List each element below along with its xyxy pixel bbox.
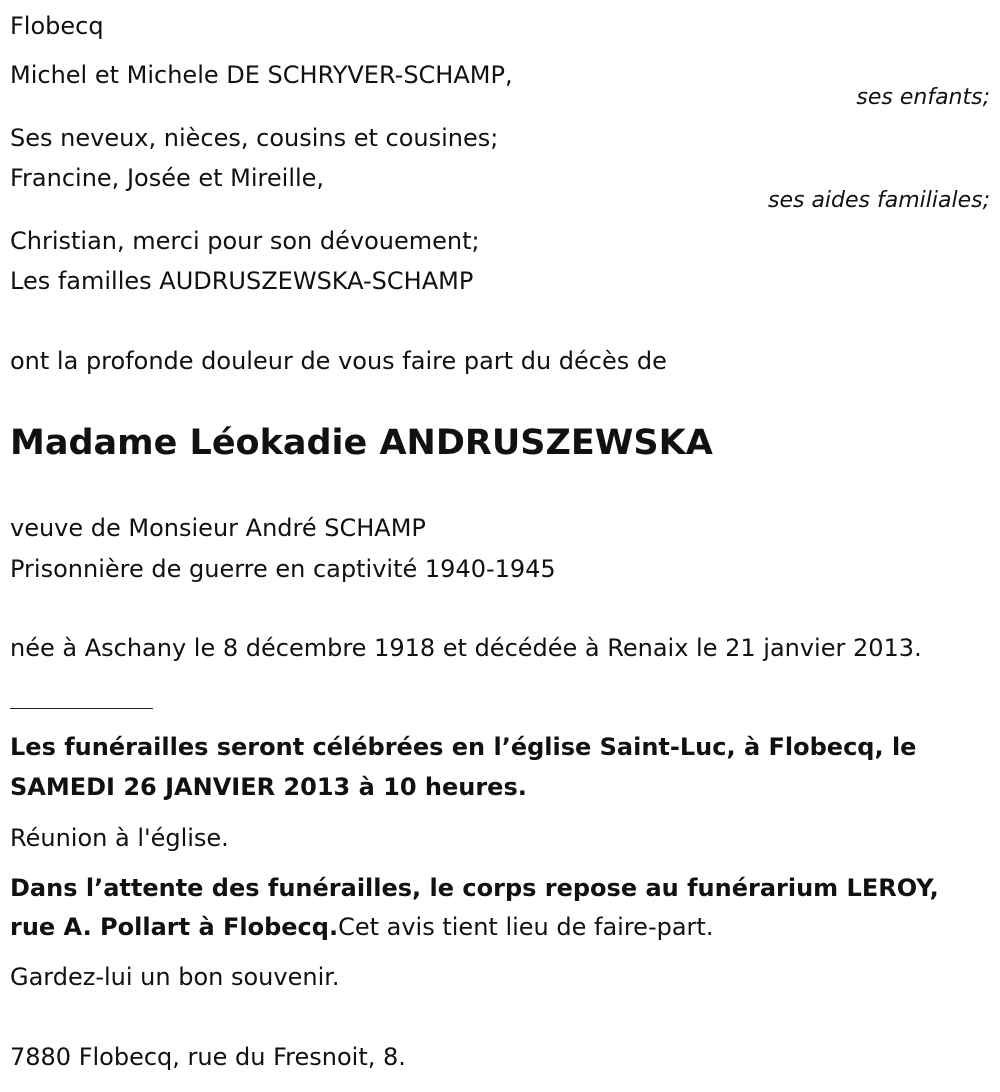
birth-death-line: née à Aschany le 8 décembre 1918 et décédée à Renaix le 21 janvier 2013. bbox=[10, 634, 922, 662]
relatives-line: Ses neveux, nièces, cousins et cousines; bbox=[10, 124, 499, 152]
helpers-role: ses aides familiales; bbox=[768, 188, 990, 213]
funeral-line-1: Les funérailles seront célébrées en l’église Saint-Luc, à Flobecq, le bbox=[10, 733, 917, 761]
meeting-line: Réunion à l'église. bbox=[10, 824, 229, 852]
deceased-name: Madame Léokadie ANDRUSZEWSKA bbox=[10, 423, 713, 463]
wake-line-1: Dans l’attente des funérailles, le corps repose au funérarium LEROY, bbox=[10, 874, 939, 902]
place-heading: Flobecq bbox=[10, 12, 104, 40]
helpers-names: Francine, Josée et Mireille, bbox=[10, 164, 325, 192]
families-line: Les familles AUDRUSZEWSKA-SCHAMP bbox=[10, 267, 474, 295]
remember-line: Gardez-lui un bon souvenir. bbox=[10, 963, 340, 991]
widow-of-line: veuve de Monsieur André SCHAMP bbox=[10, 514, 426, 542]
notice-disclaimer: Cet avis tient lieu de faire-part. bbox=[338, 913, 714, 941]
prisoner-line: Prisonnière de guerre en captivité 1940-1945 bbox=[10, 555, 556, 583]
children-role: ses enfants; bbox=[856, 85, 990, 110]
address-line: 7880 Flobecq, rue du Fresnoit, 8. bbox=[10, 1043, 406, 1071]
separator-rule bbox=[10, 708, 153, 709]
children-names: Michel et Michele DE SCHRYVER-SCHAMP, bbox=[10, 61, 513, 89]
wake-line-2 bbox=[10, 912, 713, 942]
funeral-line-2: SAMEDI 26 JANVIER 2013 à 10 heures. bbox=[10, 773, 527, 801]
announcement-line: ont la profonde douleur de vous faire part du décès de bbox=[10, 347, 667, 375]
christian-thanks: Christian, merci pour son dévouement; bbox=[10, 227, 480, 255]
wake-location: rue A. Pollart à Flobecq. bbox=[10, 913, 339, 941]
